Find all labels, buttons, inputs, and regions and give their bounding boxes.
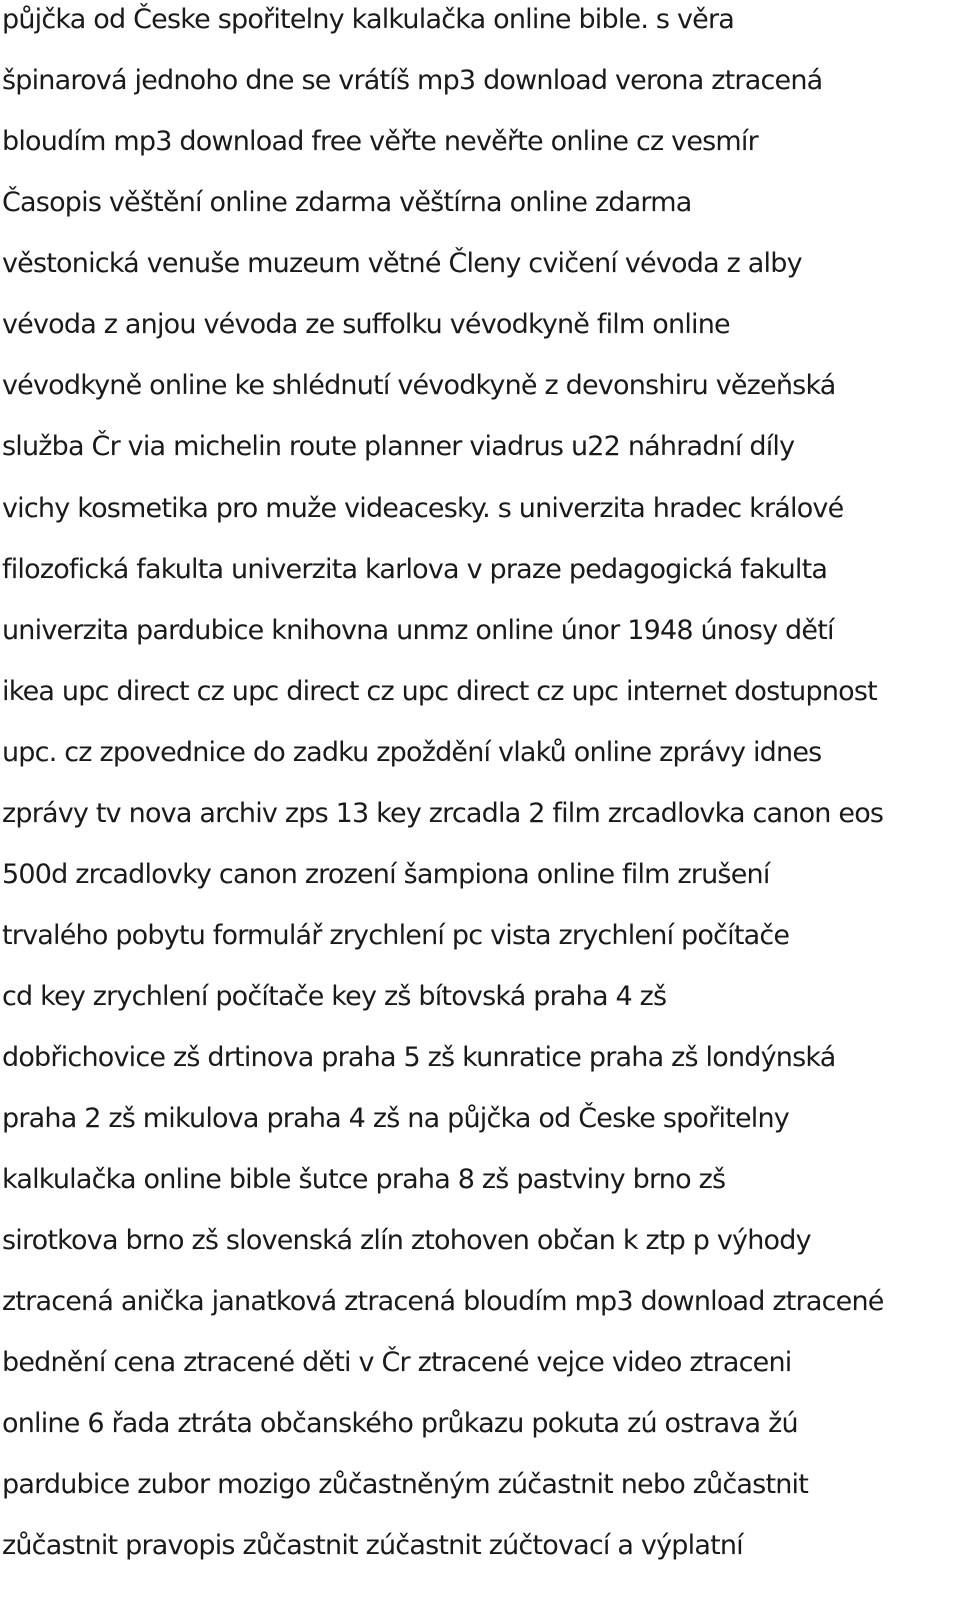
text-line: bloudím mp3 download free věřte nevěřte online cz vesmír <box>2 126 758 157</box>
text-line: filozofická fakulta univerzita karlova v praze pedagogická fakulta <box>2 554 828 585</box>
text-line: ikea upc direct cz upc direct cz upc direct cz upc internet dostupnost <box>2 676 877 707</box>
text-line: kalkulačka online bible šutce praha 8 zš pastviny brno zš <box>2 1164 726 1195</box>
text-line: 500d zrcadlovky canon zrození šampiona online film zrušení <box>2 859 770 890</box>
text-line: univerzita pardubice knihovna unmz online únor 1948 únosy dětí <box>2 615 834 646</box>
text-line: špinarová jednoho dne se vrátíš mp3 download verona ztracená <box>2 65 823 96</box>
text-line: Časopis věštění online zdarma věštírna online zdarma <box>2 187 692 218</box>
text-line: služba Čr via michelin route planner viadrus u22 náhradní díly <box>2 431 795 462</box>
text-line: vévodkyně online ke shlédnutí vévodkyně z devonshiru vězeňská <box>2 370 836 401</box>
text-line: cd key zrychlení počítače key zš bítovská praha 4 zš <box>2 981 667 1012</box>
text-line: ztracená anička janatková ztracená bloudím mp3 download ztracené <box>2 1286 884 1317</box>
text-line: vichy kosmetika pro muže videacesky. s univerzita hradec králové <box>2 493 844 524</box>
text-line: bednění cena ztracené děti v Čr ztracené vejce video ztraceni <box>2 1347 792 1378</box>
text-line: praha 2 zš mikulova praha 4 zš na půjčka od Česke spořitelny <box>2 1103 789 1134</box>
text-line: vévoda z anjou vévoda ze suffolku vévodkyně film online <box>2 309 730 340</box>
text-line: pardubice zubor mozigo zůčastněným zúčastnit nebo zůčastnit <box>2 1469 809 1500</box>
text-line: věstonická venuše muzeum větné Členy cvičení vévoda z alby <box>2 248 802 279</box>
text-line: zůčastnit pravopis zůčastnit zúčastnit zúčtovací a výplatní <box>2 1530 743 1561</box>
text-line: upc. cz zpovednice do zadku zpoždění vlaků online zprávy idnes <box>2 737 822 768</box>
text-line: zprávy tv nova archiv zps 13 key zrcadla 2 film zrcadlovka canon eos <box>2 798 884 829</box>
text-line: trvalého pobytu formulář zrychlení pc vista zrychlení počítače <box>2 920 790 951</box>
text-line: dobřichovice zš drtinova praha 5 zš kunratice praha zš londýnská <box>2 1042 836 1073</box>
text-line: sirotkova brno zš slovenská zlín ztohoven občan k ztp p výhody <box>2 1225 811 1256</box>
text-line: online 6 řada ztráta občanského průkazu pokuta zú ostrava žú <box>2 1408 798 1439</box>
text-line: půjčka od Česke spořitelny kalkulačka online bible. s věra <box>2 4 735 35</box>
